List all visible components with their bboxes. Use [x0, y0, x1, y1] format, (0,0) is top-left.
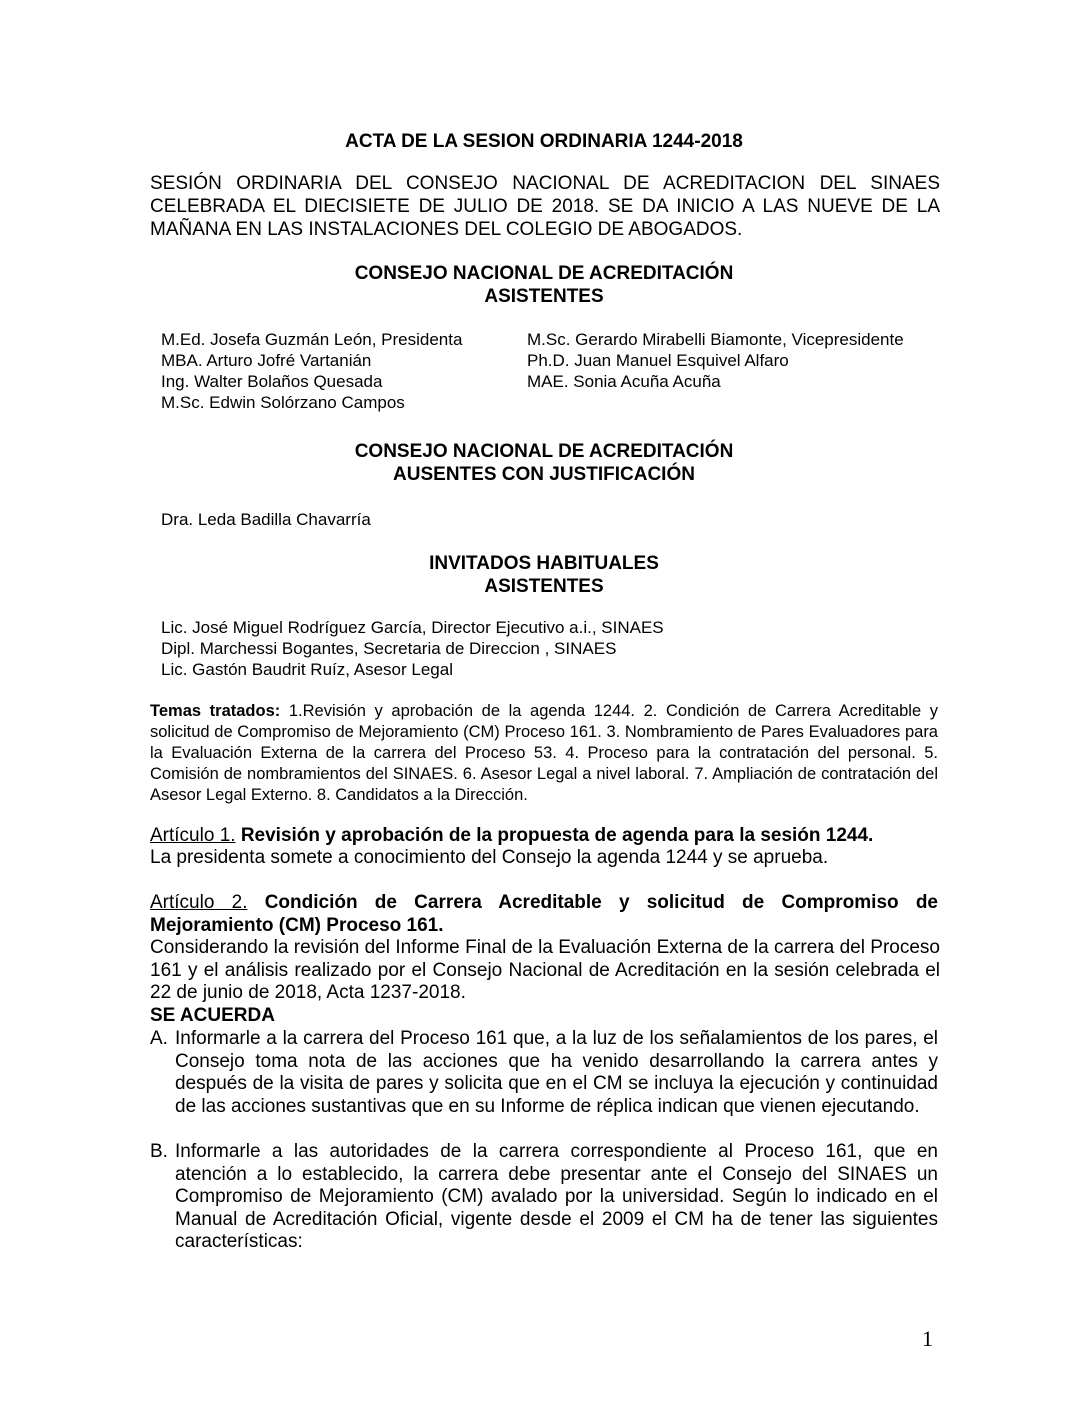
attendee-name: M.Ed. Josefa Guzmán León, Presidenta	[161, 330, 463, 349]
acuerdo-item-letter: B.	[150, 1141, 168, 1162]
session-intro: SESIÓN ORDINARIA DEL CONSEJO NACIONAL DE ACREDITACION DEL SINAES CELEBRADA EL DIECISIETE DE JULIO DE 2018. SE DA INICIO A LAS NUEVE DE LA MAÑANA EN LAS INSTALACIONES DEL COLEGIO DE ABOGADOS.	[150, 173, 940, 240]
attendee-name: M.Sc. Edwin Solórzano Campos	[161, 393, 405, 412]
acuerdo-item	[150, 1141, 938, 1254]
articulo-1-title: Revisión y aprobación de la propuesta de agenda para la sesión 1244.	[240, 825, 874, 846]
acuerdo-item-letter: A.	[150, 1028, 168, 1049]
ausentes-list	[161, 509, 371, 530]
attendee-name: M.Sc. Gerardo Mirabelli Biamonte, Vicepresidente	[527, 330, 904, 349]
articulo-1-body: La presidenta somete a conocimiento del Consejo la agenda 1244 y se aprueba.	[150, 847, 829, 868]
absent-name: Dra. Leda Badilla Chavarría	[161, 510, 371, 529]
articulo-2-heading	[150, 892, 938, 937]
asistentes-heading	[0, 262, 1088, 308]
page-number: 1	[922, 1326, 933, 1351]
document-title: ACTA DE LA SESION ORDINARIA 1244-2018	[345, 131, 743, 152]
guest-name: Lic. José Miguel Rodríguez García, Director Ejecutivo a.i., SINAES	[161, 618, 664, 637]
temas-text: 1.Revisión y aprobación de la agenda 1244. 2. Condición de Carrera Acreditable y solicitud de Compromiso de Mejoramiento (CM) Proceso 161. 3. Nombramiento de Pares Evaluadores para la Evaluación Externa de la carrera del Proceso 53. 4. Proceso para la contratación del personal. 5. Comisión de nombramientos del SINAES. 6. Asesor Legal a nivel laboral. 7. Ampliación de contratación del Asesor Legal Externo. 8. Candidatos a la Dirección.	[150, 702, 938, 804]
invitados-list	[161, 617, 664, 680]
invitados-heading	[0, 552, 1088, 598]
acuerdo-item	[150, 1028, 938, 1118]
attendee-name: MAE. Sonia Acuña Acuña	[527, 372, 721, 391]
ausentes-heading-line2: AUSENTES CON JUSTIFICACIÓN	[393, 464, 695, 485]
attendee-name: Ing. Walter Bolaños Quesada	[161, 372, 383, 391]
temas-label: Temas tratados:	[150, 702, 281, 720]
attendee-name: Ph.D. Juan Manuel Esquivel Alfaro	[527, 351, 789, 370]
acuerdo-item-text: Informarle a las autoridades de la carrera correspondiente al Proceso 161, que en atención a lo establecido, la carrera debe presentar ante el Consejo del SINAES un Compromiso de Mejoramiento (CM) avalado por la universidad. Según lo indicado en el Manual de Acreditación Oficial, vigente desde el 2009 el CM ha de tener las siguientes características:	[175, 1141, 938, 1252]
articulo-1-label: Artículo 1.	[150, 825, 236, 846]
invitados-heading-line2: ASISTENTES	[484, 576, 604, 597]
asistentes-left-list	[161, 329, 462, 413]
invitados-heading-line1: INVITADOS HABITUALES	[429, 553, 659, 574]
attendee-name: MBA. Arturo Jofré Vartanián	[161, 351, 372, 370]
se-acuerda-label: SE ACUERDA	[150, 1005, 275, 1026]
asistentes-right-list	[527, 329, 904, 392]
articulo-1-heading	[150, 825, 938, 848]
ausentes-heading-line1: CONSEJO NACIONAL DE ACREDITACIÓN	[354, 441, 734, 462]
articulo-2-body: Considerando la revisión del Informe Final de la Evaluación Externa de la carrera del Proceso 161 y el análisis realizado por el Consejo Nacional de Acreditación en la sesión celebrada el 22 de junio de 2018, Acta 1237-2018.	[150, 937, 940, 1003]
asistentes-heading-line2: ASISTENTES	[484, 286, 604, 307]
guest-name: Dipl. Marchessi Bogantes, Secretaria de Direccion , SINAES	[161, 639, 617, 658]
temas-tratados	[150, 701, 938, 806]
guest-name: Lic. Gastón Baudrit Ruíz, Asesor Legal	[161, 660, 453, 679]
articulo-2-title: Condición de Carrera Acreditable y solicitud de Compromiso de Mejoramiento (CM) Proceso 161.	[150, 892, 938, 936]
ausentes-heading	[0, 440, 1088, 486]
articulo-2-label: Artículo 2.	[150, 892, 248, 913]
asistentes-heading-line1: CONSEJO NACIONAL DE ACREDITACIÓN	[354, 263, 734, 284]
acuerdo-item-text: Informarle a la carrera del Proceso 161 que, a la luz de los señalamientos de los pares, el Consejo toma nota de las acciones que ha venido desarrollando la carrera antes y después de la visita de pares y solicita que en el CM se incluya la ejecución y continuidad de las acciones sustantivas que en su Informe de réplica indican que vienen ejecutando.	[175, 1028, 938, 1117]
